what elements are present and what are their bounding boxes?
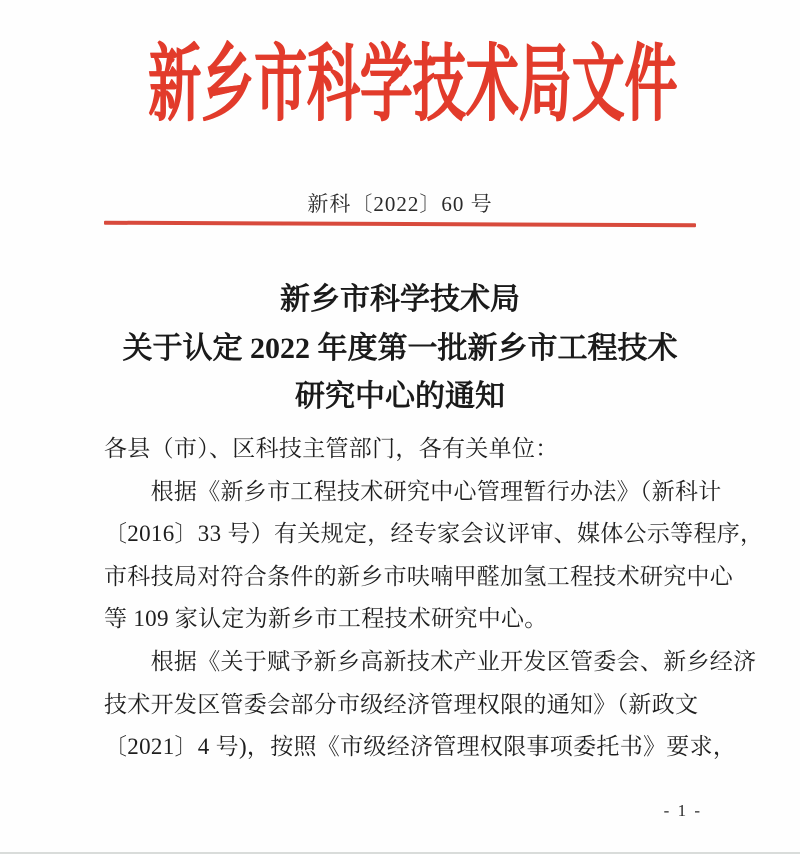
- page-number: - 1 -: [663, 801, 702, 820]
- body-line-salutation: 各县（市）、区科技主管部门，各有关单位：: [104, 436, 559, 461]
- document-title: [60, 276, 740, 422]
- body-line: 〔2016〕33 号）有关规定，经专家会议评审、媒体公示等程序，: [104, 521, 764, 547]
- title-line-1: 新乡市科学技术局: [280, 283, 520, 316]
- title-line-2: 关于认定 2022 年度第一批新乡市工程技术: [122, 331, 678, 365]
- body-line: 〔2021〕4 号)，按照《市级经济管理权限事项委托书》要求，: [104, 734, 737, 760]
- body-line: 等 109 家认定为新乡市工程技术研究中心。: [104, 606, 548, 632]
- body-line: 根据《新乡市工程技术研究中心管理暂行办法》（新科计: [104, 478, 722, 504]
- body-line: 技术开发区管委会部分市级经济管理权限的通知》（新政文: [104, 691, 699, 717]
- document-number: 新科〔2022〕60 号: [307, 192, 493, 216]
- document-body: [104, 428, 764, 769]
- red-divider-line: [104, 221, 696, 228]
- body-line: 市科技局对符合条件的新乡市呋喃甲醛加氢工程技术研究中心: [104, 563, 734, 589]
- body-line: 根据《关于赋予新乡高新技术产业开发区管委会、新乡经济: [104, 648, 757, 674]
- agency-header-title: 新乡市科学技术局文件: [148, 39, 678, 132]
- title-line-3: 研究中心的通知: [295, 380, 505, 413]
- scan-edge-left: [0, 0, 3, 854]
